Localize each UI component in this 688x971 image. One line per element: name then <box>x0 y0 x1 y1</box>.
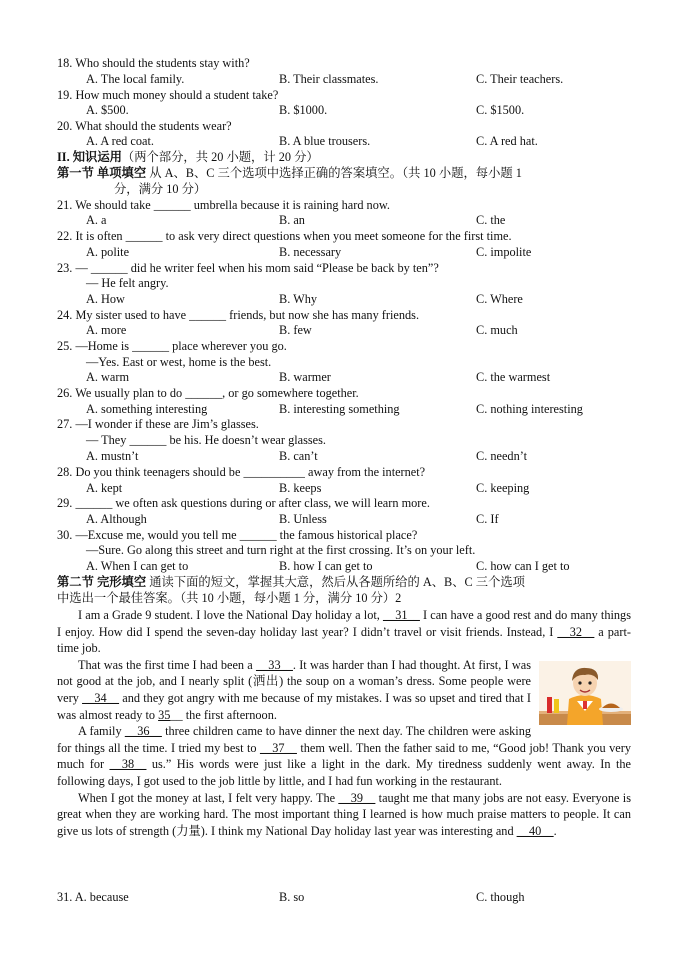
question-stem: 27. —I wonder if these are Jim’s glasses. <box>57 417 259 431</box>
question-26 <box>57 386 638 402</box>
blank-36: __36__ <box>124 724 162 739</box>
question-19 <box>57 88 638 104</box>
option-b: B. warmer <box>279 370 331 384</box>
question-stem: 20. What should the students wear? <box>57 119 232 133</box>
option-a: A. polite <box>86 245 130 259</box>
part-instructions: 通读下面的短文，掌握其大意，然后从各题所给的 A、B、C 三个选项 <box>146 575 525 589</box>
option-a: A. A red coat. <box>86 134 154 148</box>
question-stem: 25. —Home is ______ place wherever you go. <box>57 339 287 353</box>
option-c: C. If <box>476 512 499 526</box>
text: and they got angry with me because of my mistakes. I was so upset and tired that I was almost ready to <box>57 690 531 722</box>
question-stem: 19. How much money should a student take? <box>57 88 279 102</box>
part2-heading-line2 <box>57 591 638 607</box>
waiter-illustration <box>539 661 631 725</box>
question-29 <box>57 496 638 512</box>
option-a: A. kept <box>86 481 123 495</box>
question-30-line2 <box>86 543 638 559</box>
text: That was the first time I had been a <box>78 657 256 672</box>
text: When I got the money at last, I felt very happy. The <box>78 790 339 805</box>
question-stem-cont: — He felt angry. <box>86 276 169 290</box>
question-22 <box>57 229 638 245</box>
option-c: C. needn’t <box>476 449 528 463</box>
text: . <box>553 823 557 838</box>
text: I am a Grade 9 student. I love the National Day holiday a lot, <box>78 608 383 622</box>
cloze-passage <box>57 607 631 839</box>
part-instructions-cont: 中选出一个最佳答案。（共 10 小题，每小题 1 分，满分 10 分）2 <box>57 591 402 605</box>
question-stem: 30. —Excuse me, would you tell me ______ the famous historical place? <box>57 528 418 542</box>
question-24 <box>57 308 638 324</box>
option-c: C. keeping <box>476 481 530 495</box>
text: three children came to have dinner the next day. The children were asking for things all the time. I tried my best to <box>57 724 531 755</box>
blank-38: __38__ <box>109 757 147 772</box>
part1-heading-line2 <box>114 182 638 198</box>
option-a: 31. A. because <box>57 890 129 904</box>
option-b: B. Their classmates. <box>279 72 379 86</box>
question-28 <box>57 465 638 481</box>
option-c: C. much <box>476 323 518 337</box>
question-stem-cont: —Yes. East or west, home is the best. <box>86 355 272 369</box>
option-b: B. Why <box>279 292 318 306</box>
question-stem: 22. It is often ______ to ask very direct questions when you meet someone for the first time. <box>57 229 512 243</box>
text: A family <box>78 724 125 739</box>
paragraph-3 <box>57 723 631 789</box>
part1-heading <box>57 166 638 182</box>
blank-31: __31__ <box>382 608 420 622</box>
question-21 <box>57 198 638 214</box>
question-27-line2 <box>86 433 638 449</box>
question-stem: 26. We usually plan to do ______, or go somewhere together. <box>57 386 359 400</box>
paragraph-1 <box>57 607 631 657</box>
question-20 <box>57 119 638 135</box>
option-c: C. A red hat. <box>476 134 538 148</box>
option-b: B. necessary <box>279 245 342 259</box>
section-title: II. 知识运用 <box>57 150 122 164</box>
option-b: B. can’t <box>279 449 318 463</box>
text: them well. Then the father said to me, “Good job! Thank you very much for <box>57 740 631 772</box>
option-a: A. When I can get to <box>86 559 189 573</box>
section-subtitle: （两个部分，共 20 小题，计 20 分） <box>121 150 319 164</box>
section-heading <box>57 150 638 166</box>
option-c: C. Where <box>476 292 523 306</box>
option-c: C. the warmest <box>476 370 551 384</box>
option-c: C. the <box>476 213 506 227</box>
question-25-line2 <box>86 355 638 371</box>
option-b: B. so <box>279 890 305 904</box>
option-b: B. keeps <box>279 481 322 495</box>
option-c: C. Their teachers. <box>476 72 564 86</box>
option-b: B. Unless <box>279 512 327 526</box>
waiter-cartoon-icon <box>539 661 631 725</box>
option-a: A. a <box>86 213 107 227</box>
option-a: A. something interesting <box>86 402 208 416</box>
option-c: C. though <box>476 890 525 904</box>
question-stem-cont: —Sure. Go along this street and turn right at the first crossing. It’s on your left. <box>86 543 476 557</box>
option-b: B. $1000. <box>279 103 328 117</box>
text: I can have a good rest and do many things I enjoy. How did I spend the seven-day holiday last year? I didn’t travel or visit friends. Instead, I <box>57 608 631 639</box>
option-c: C. impolite <box>476 245 532 259</box>
question-stem: 24. My sister used to have ______ friends, but now she has many friends. <box>57 308 420 322</box>
text: . It was harder than I had thought. At first, I was not good at the job, and I nearly split (洒出) the soup on a woman’s dress. Some people were very <box>57 657 531 705</box>
blank-37: __37__ <box>259 740 297 755</box>
blank-35: 35 <box>158 707 171 722</box>
question-stem: 29. ______ we often ask questions during or after class, we will learn more. <box>57 496 430 510</box>
part2-heading <box>57 575 638 591</box>
question-25 <box>57 339 638 355</box>
paragraph-2 <box>57 657 631 723</box>
blank-40: __40__ <box>516 823 554 838</box>
text: __ the first afternoon. <box>170 707 277 722</box>
question-27 <box>57 417 638 433</box>
paragraph-4 <box>57 790 631 840</box>
question-23 <box>57 261 638 277</box>
option-a: A. $500. <box>86 103 129 117</box>
option-a: A. mustn’t <box>86 449 139 463</box>
option-c: C. nothing interesting <box>476 402 583 416</box>
blank-34: __34__ <box>82 690 119 705</box>
option-a: A. The local family. <box>86 72 185 86</box>
question-18 <box>57 56 638 72</box>
option-a: A. Although <box>86 512 147 526</box>
option-c: C. $1500. <box>476 103 525 117</box>
option-a: A. more <box>86 323 127 337</box>
option-b: B. how I can get to <box>279 559 373 573</box>
option-b: B. A blue trousers. <box>279 134 371 148</box>
question-30 <box>57 528 638 544</box>
question-stem-cont: — They ______ be his. He doesn’t wear glasses. <box>86 433 326 447</box>
option-b: B. an <box>279 213 305 227</box>
question-23-line2 <box>86 276 638 292</box>
question-stem: 21. We should take ______ umbrella because it is raining hard now. <box>57 198 391 212</box>
text: a part-time job. <box>57 624 631 656</box>
blank-33: __33__ <box>256 657 293 672</box>
question-stem: 18. Who should the students stay with? <box>57 56 250 70</box>
option-a: A. How <box>86 292 125 306</box>
option-c: C. how can I get to <box>476 559 570 573</box>
part-title: 第一节 单项填空 <box>57 166 147 180</box>
option-b: B. interesting something <box>279 402 400 416</box>
question-stem: 28. Do you think teenagers should be __________ away from the internet? <box>57 465 426 479</box>
part-instructions-cont: 分，满分 10 分） <box>114 182 207 196</box>
text: taught me that many jobs are not easy. Everyone is great when they are working hard. The most important thing I learned is how much praise matters to people. It can give us lots of strength (力量). I think my National Day holiday last year was interesting and <box>57 790 631 838</box>
blank-39: __39__ <box>338 790 376 805</box>
question-stem: 23. — ______ did he writer feel when his mom said “Please be back by ten”? <box>57 261 439 275</box>
text: us.” His words were just like a light in the dark. My tiredness suddenly went away. In the following days, I got used to the job little by little, and I had fun working in the restaurant. <box>57 757 631 788</box>
option-b: B. few <box>279 323 312 337</box>
part-instructions: 从 A、B、C 三个选项中选择正确的答案填空。（共 10 小题，每小题 1 <box>146 166 522 180</box>
part-title: 第二节 完形填空 <box>57 575 147 589</box>
blank-32: __32__ <box>557 624 595 639</box>
option-a: A. warm <box>86 370 130 384</box>
